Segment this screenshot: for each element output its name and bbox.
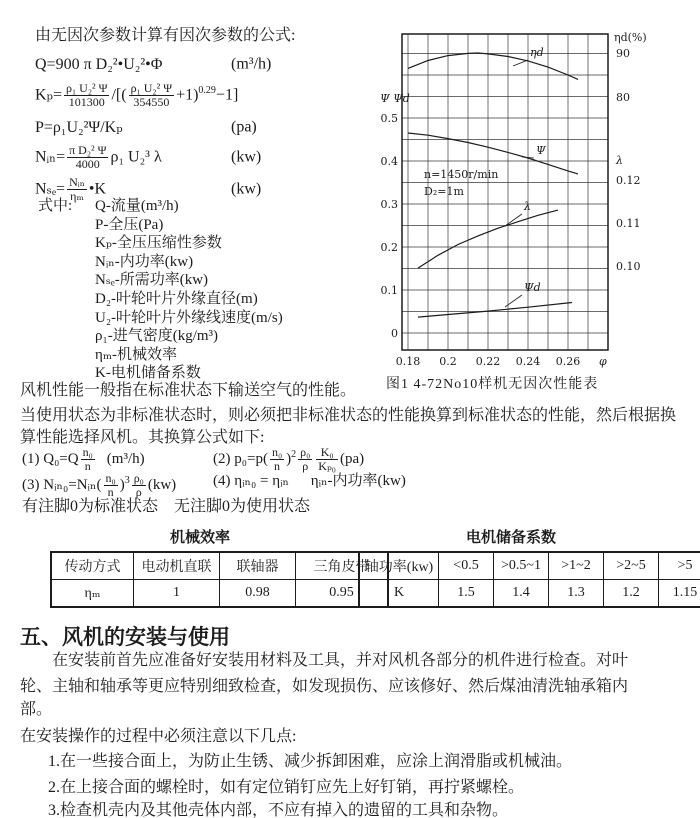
- chart-block: [380, 24, 700, 396]
- para1-line3: 算性能选择风机。其换算公式如下:: [20, 429, 265, 446]
- section5-heading: 五、风机的安装与使用: [20, 626, 230, 649]
- fraction: $\frac{\text{π D₂² Ψ}}{4000}$: [69, 143, 107, 172]
- x-tick-label: 0.22: [475, 355, 501, 368]
- table-data-row: [51, 580, 388, 608]
- formula-required-power-unit: (kw): [231, 180, 262, 198]
- eta-tick-label: 80: [616, 91, 630, 104]
- symbol-list: [95, 197, 283, 383]
- fraction: $\frac{\text{ρ₀}}{\rho}$: [300, 445, 311, 474]
- fraction: $\frac{\text{ρ₁ U₂² Ψ}}{101300}$: [65, 81, 108, 110]
- motor-reserve-table: [358, 551, 700, 608]
- formula-kp: Kₚ= $\frac{\text{ρ₁ U₂² Ψ}}{101300}$ /[( $\frac{\text{ρ₁ U₂² Ψ}}{354550}$ +1)$^{0.29}$−1]: [35, 81, 239, 110]
- fraction: $\frac{\text{n₀}}{n}$: [271, 445, 283, 474]
- section5-lead: 在安装操作的过程中必须注意以下几点:: [20, 728, 297, 745]
- formula-flow: [35, 55, 395, 76]
- fraction: $\frac{\text{n₀}}{n}$: [82, 445, 93, 474]
- table-header-cell: 三角皮带: [296, 552, 389, 580]
- annotation-diameter: D₂=1m: [424, 185, 464, 198]
- section5-para-line2: 轮、主轴和轴承等更应特别细致检查，如发现损伤、应该修好、然后煤油清洗轴承箱内: [20, 678, 629, 695]
- left-tick-label: 0: [391, 327, 398, 340]
- lambda-axis-title: λ: [616, 154, 623, 167]
- series-label-psi-d: Ψd: [524, 281, 541, 294]
- motor-table-title: 电机储备系数: [465, 529, 556, 546]
- formula-pressure-unit: (pa): [231, 118, 257, 136]
- section5-para-line1: 在安装前首先应准备好安装用材料及工具，并对风机各部分的机件进行检查。对叶: [52, 652, 629, 669]
- footnote-states: 有注脚0为标准状态 无注脚0为使用状态: [22, 498, 311, 515]
- table-cell: 1.5: [439, 580, 494, 608]
- table-header-cell: 轴功率(kw): [359, 552, 439, 580]
- section5-item-2: 2.在上接合面的螺栓时，如有定位销钉应先上好钉销，再拧紧螺栓。: [48, 779, 525, 796]
- left-tick-label: 0.1: [380, 284, 398, 297]
- table-cell: ηₘ: [51, 580, 134, 608]
- fraction: $\frac{\text{ρ₁ U₂² Ψ}}{354550}$: [130, 81, 173, 110]
- symbol-list-item: Nᵢₙ-内功率(kw): [95, 253, 194, 270]
- symbol-list-item: K-电机储备系数: [95, 365, 201, 382]
- left-tick-label: 0.5: [380, 112, 398, 125]
- table-cell: 0.95: [296, 580, 389, 608]
- formula-pressure: [35, 118, 395, 139]
- symbol-list-item: P-全压(Pa): [95, 216, 164, 233]
- table-header-cell: 电动机直联: [134, 552, 220, 580]
- symbol-list-item: ρ₁-进气密度(kg/m³): [95, 328, 219, 345]
- mech-efficiency-table: [50, 551, 389, 608]
- table-header-cell: <0.5: [439, 552, 494, 580]
- fraction: $\frac{\text{ρ₀}}{\rho}$: [133, 471, 144, 500]
- fraction: $\frac{\text{n₀}}{n}$: [105, 471, 116, 500]
- series-curve-eta-d: [408, 53, 578, 79]
- left-tick-label: 0.4: [380, 155, 398, 168]
- performance-chart: [380, 24, 700, 372]
- symbol-list-item: Q-流量(m³/h): [95, 198, 179, 214]
- lambda-tick-label: 0.12: [616, 174, 641, 187]
- table-cell: 1: [134, 580, 220, 608]
- series-label-eta-d: ηd: [530, 46, 544, 59]
- symbol-list-item: ηₘ-机械效率: [95, 346, 178, 363]
- table-header-cell: 联轴器: [220, 552, 296, 580]
- conversion-formula-4: (4) ηᵢₙ₀ = ηᵢₙ ηᵢₙ-内功率(kw): [213, 473, 406, 489]
- annotation-speed: n=1450r/min: [424, 168, 499, 181]
- x-tick-label: 0.2: [439, 355, 457, 368]
- lambda-tick-label: 0.10: [616, 260, 641, 273]
- series-label-leader-psi: [522, 157, 534, 158]
- table-header-cell: >0.5~1: [494, 552, 549, 580]
- formula-required-power: Nₛₑ= $\frac{\text{Nᵢₙ}}{\text{ηₘ}}$ •K (kw): [35, 175, 262, 204]
- formula-internal-power-unit: (kw): [231, 148, 262, 166]
- fraction: $\frac{\text{K₀}}{\text{Kₚ₀}}$: [318, 445, 336, 474]
- section5-item-1: 1.在一些接合面上，为防止生锈、减少拆卸困难，应涂上润滑脂或机械油。: [48, 753, 573, 770]
- conversion-formula-1: (1) Q₀=Q $\frac{\text{n₀}}{n}$ (m³/h): [22, 445, 145, 474]
- eta-axis-title: ηd(%): [614, 31, 647, 44]
- x-tick-label: 0.18: [395, 355, 421, 368]
- table-header-cell: >2~5: [604, 552, 659, 580]
- table-header-cell: 传动方式: [51, 552, 134, 580]
- symbol-list-item: U₂-叶轮叶片外缘线速度(m/s): [95, 309, 283, 326]
- series-curve-psi-d: [418, 303, 572, 318]
- eta-tick-label: 90: [616, 47, 630, 60]
- formula-kp-lhs: Kₚ=: [35, 86, 62, 104]
- series-label-lambda: λ: [524, 200, 531, 213]
- symbol-list-prefix: 式中:: [38, 198, 73, 214]
- series-label-psi: Ψ: [536, 144, 546, 157]
- section5-item-3: 3.检查机壳内及其他壳体内部，不应有掉入的遗留的工具和杂物。: [48, 802, 509, 818]
- formula-flow-unit: (m³/h): [231, 55, 272, 73]
- formula-internal-power: Nᵢₙ= $\frac{\text{π D₂² Ψ}}{4000}$ ρ₁ U₂³ λ (kw): [35, 143, 262, 172]
- series-label-leader-psi-d: [505, 295, 522, 307]
- formula-flow-body: Q=900 π D₂²•U₂²•Φ: [35, 56, 163, 73]
- lambda-tick-label: 0.11: [616, 217, 641, 230]
- table-header-row: [359, 552, 700, 580]
- para1-line1: 风机性能一般指在标准状态下输送空气的性能。: [20, 382, 357, 399]
- x-axis-label: φ: [599, 355, 607, 368]
- formula-pressure-body: P=ρ₁U₂²Ψ/Kₚ: [35, 119, 123, 136]
- table-header-cell: >1~2: [549, 552, 604, 580]
- table-cell: K: [359, 580, 439, 608]
- symbol-list-item: D₂-叶轮叶片外缘直径(m): [95, 290, 258, 307]
- mech-table-title: 机械效率: [169, 529, 230, 546]
- formula-block-title: 由无因次参数计算有因次参数的公式:: [35, 27, 296, 44]
- table-cell: 0.98: [220, 580, 296, 608]
- series-label-leader-lambda: [505, 214, 522, 226]
- x-tick-label: 0.26: [555, 355, 581, 368]
- left-tick-label: 0.3: [380, 198, 398, 211]
- table-data-row: [359, 580, 700, 608]
- conversion-formula-4-note: ηᵢₙ-内功率(kw): [310, 473, 406, 489]
- table-cell: 1.4: [494, 580, 549, 608]
- x-tick-label: 0.24: [515, 355, 541, 368]
- series-label-leader-eta-d: [513, 60, 528, 66]
- para1-line2: 当使用状态为非标准状态时，则必须把非标准状态的性能换算到标准状态的性能，然后根据换: [20, 407, 677, 424]
- table-cell: 1.3: [549, 580, 604, 608]
- symbol-list-item: Kₚ-全压压缩性参数: [95, 235, 222, 252]
- left-axis-title: Ψ Ψd: [380, 92, 410, 105]
- table-header-row: [51, 552, 388, 580]
- conversion-formula-3: (3) Nᵢₙ₀=Nᵢₙ( $\frac{\text{n₀}}{n}$ )$^3$ $\frac{\text{ρ₀}}{\rho}$ (kw): [22, 471, 177, 500]
- left-tick-label: 0.2: [380, 241, 398, 254]
- table-cell: 1.2: [604, 580, 659, 608]
- fraction: $\frac{\text{Nᵢₙ}}{\text{ηₘ}}$: [69, 175, 85, 204]
- conversion-formula-2: (2) p₀=p( $\frac{\text{n₀}}{n}$ )$^2$ $\frac{\text{ρ₀}}{\rho}$ $\frac{\text{K₀}}{\text{Kₚ₀}}$ (pa): [213, 445, 365, 474]
- table-cell: 1.15: [659, 580, 700, 608]
- table-header-cell: >5: [659, 552, 700, 580]
- section5-para-line3: 部。: [20, 701, 53, 718]
- chart-caption: 图1 4-72No10样机无因次性能表: [386, 377, 599, 392]
- symbol-list-item: Nₛₑ-所需功率(kw): [95, 272, 209, 289]
